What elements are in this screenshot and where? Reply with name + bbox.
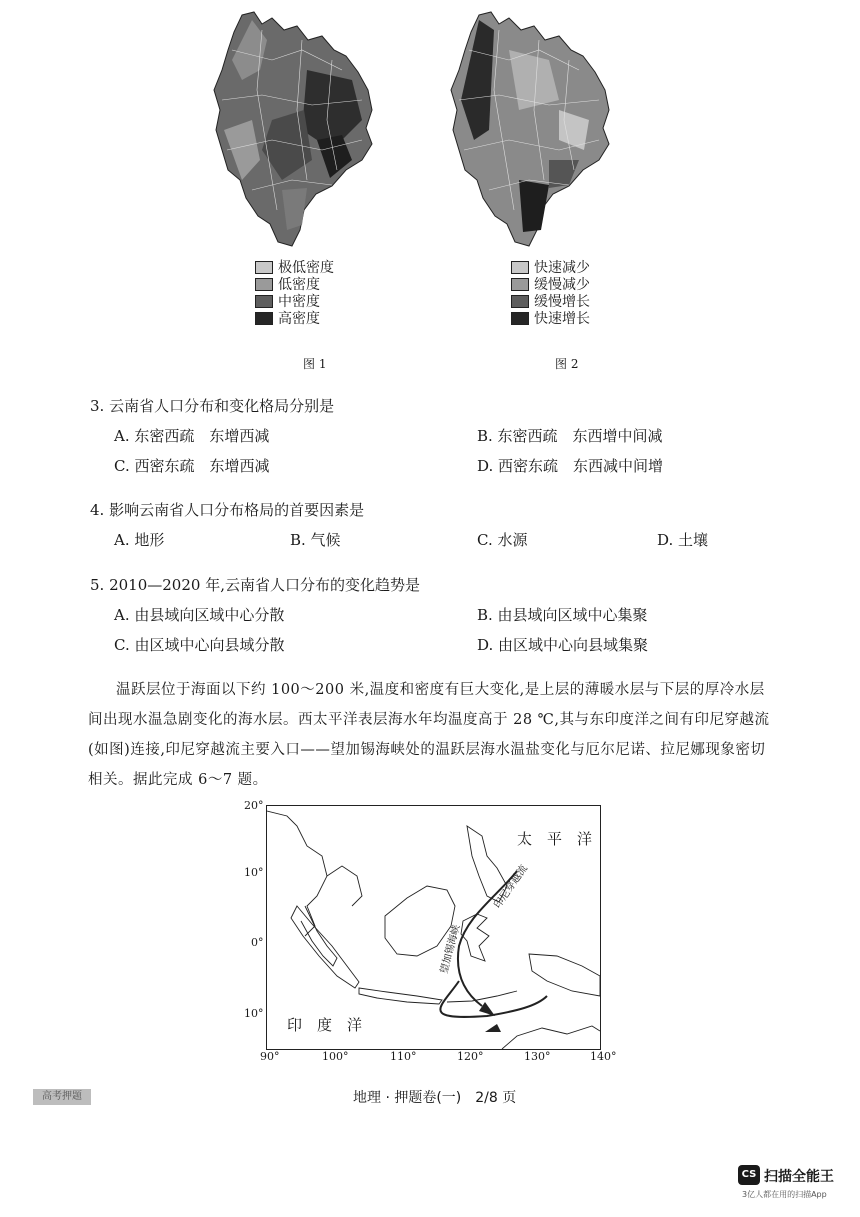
legend-swatch	[511, 261, 529, 274]
legend-swatch	[511, 295, 529, 308]
legend-swatch	[511, 312, 529, 325]
figure1-yunnan-density-map	[212, 10, 374, 255]
indian-ocean-label: 印 度 洋	[287, 1016, 363, 1034]
question-3-option-b[interactable]: B. 东密西疏 东西增中间减	[477, 427, 663, 445]
lon-tick: 140°	[590, 1050, 617, 1063]
legend-item	[511, 308, 590, 328]
legend-label: 高密度	[278, 311, 320, 327]
question-3-option-d[interactable]: D. 西密东疏 东西减中间增	[477, 457, 664, 475]
question-4-option-d[interactable]: D. 土壤	[657, 531, 709, 549]
legend-swatch	[511, 278, 529, 291]
lon-tick: 130°	[524, 1050, 551, 1063]
legend-label: 缓慢增长	[534, 294, 590, 310]
question-3-option-c[interactable]: C. 西密东疏 东增西减	[114, 457, 270, 475]
brand-name: 扫描全能王	[764, 1169, 834, 1185]
lat-tick: 0°	[251, 936, 264, 949]
lon-tick: 90°	[260, 1050, 280, 1063]
question-4-stem: 4. 影响云南省人口分布格局的首要因素是	[90, 501, 365, 519]
question-3-option-a[interactable]: A. 东密西疏 东增西减	[114, 427, 270, 445]
question-5-option-b[interactable]: B. 由县域向区域中心集聚	[477, 606, 648, 624]
question-5-option-d[interactable]: D. 由区域中心向县域集聚	[477, 636, 649, 654]
legend-item	[255, 308, 320, 328]
figure1-caption: 图 1	[303, 357, 327, 371]
lat-tick: 20°	[244, 799, 264, 812]
question-5-stem: 5. 2010—2020 年,云南省人口分布的变化趋势是	[90, 576, 420, 594]
stamp: 高考押题	[33, 1089, 91, 1105]
lon-tick: 100°	[322, 1050, 349, 1063]
makassar-strait-label: 望加锡海峡	[438, 923, 463, 975]
indonesian-throughflow-map	[266, 805, 601, 1050]
passage-text: 温跃层位于海面以下约 100～200 米,温度和密度有巨大变化,是上层的薄暖水层与下层的厚冷水层间出现水温急剧变化的海水层。西太平洋表层海水年均温度高于 28 ℃,其与东印度洋之间有印尼穿越流(如图)连接,印尼穿越流主要入口——望加锡海峡处的温跃层海水温盐变化与厄尔尼诺、拉尼娜现象密切相关。据此完成 6～7 题。	[88, 682, 770, 788]
brand-tagline: 3亿人都在用的扫描App	[742, 1190, 827, 1199]
lat-tick: 10°	[244, 1007, 264, 1020]
figure2-caption: 图 2	[555, 357, 579, 371]
legend-label: 缓慢减少	[534, 277, 590, 293]
lon-tick: 120°	[457, 1050, 484, 1063]
lat-tick: 10°	[244, 866, 264, 879]
question-4-option-b[interactable]: B. 气候	[290, 531, 341, 549]
legend-label: 低密度	[278, 277, 320, 293]
legend-label: 中密度	[278, 294, 320, 310]
lon-tick: 110°	[390, 1050, 417, 1063]
legend-swatch	[255, 295, 273, 308]
question-5-option-a[interactable]: A. 由县域向区域中心分散	[114, 606, 285, 624]
camscanner-logo-icon: CS	[738, 1165, 760, 1185]
legend-swatch	[255, 261, 273, 274]
legend-swatch	[255, 312, 273, 325]
legend-label: 极低密度	[278, 260, 334, 276]
question-4-option-a[interactable]: A. 地形	[114, 531, 165, 549]
question-4-option-c[interactable]: C. 水源	[477, 531, 528, 549]
figure2-yunnan-change-map	[449, 10, 611, 255]
page-footer: 地理 · 押题卷(一) 2/8 页	[353, 1090, 517, 1106]
question-5-option-c[interactable]: C. 由区域中心向县域分散	[114, 636, 285, 654]
throughflow-label: 印尼穿越流	[492, 863, 530, 911]
legend-label: 快速减少	[534, 260, 590, 276]
pacific-ocean-label: 太 平 洋	[517, 830, 593, 848]
legend-label: 快速增长	[534, 311, 590, 327]
question-3-stem: 3. 云南省人口分布和变化格局分别是	[90, 397, 335, 415]
legend-swatch	[255, 278, 273, 291]
